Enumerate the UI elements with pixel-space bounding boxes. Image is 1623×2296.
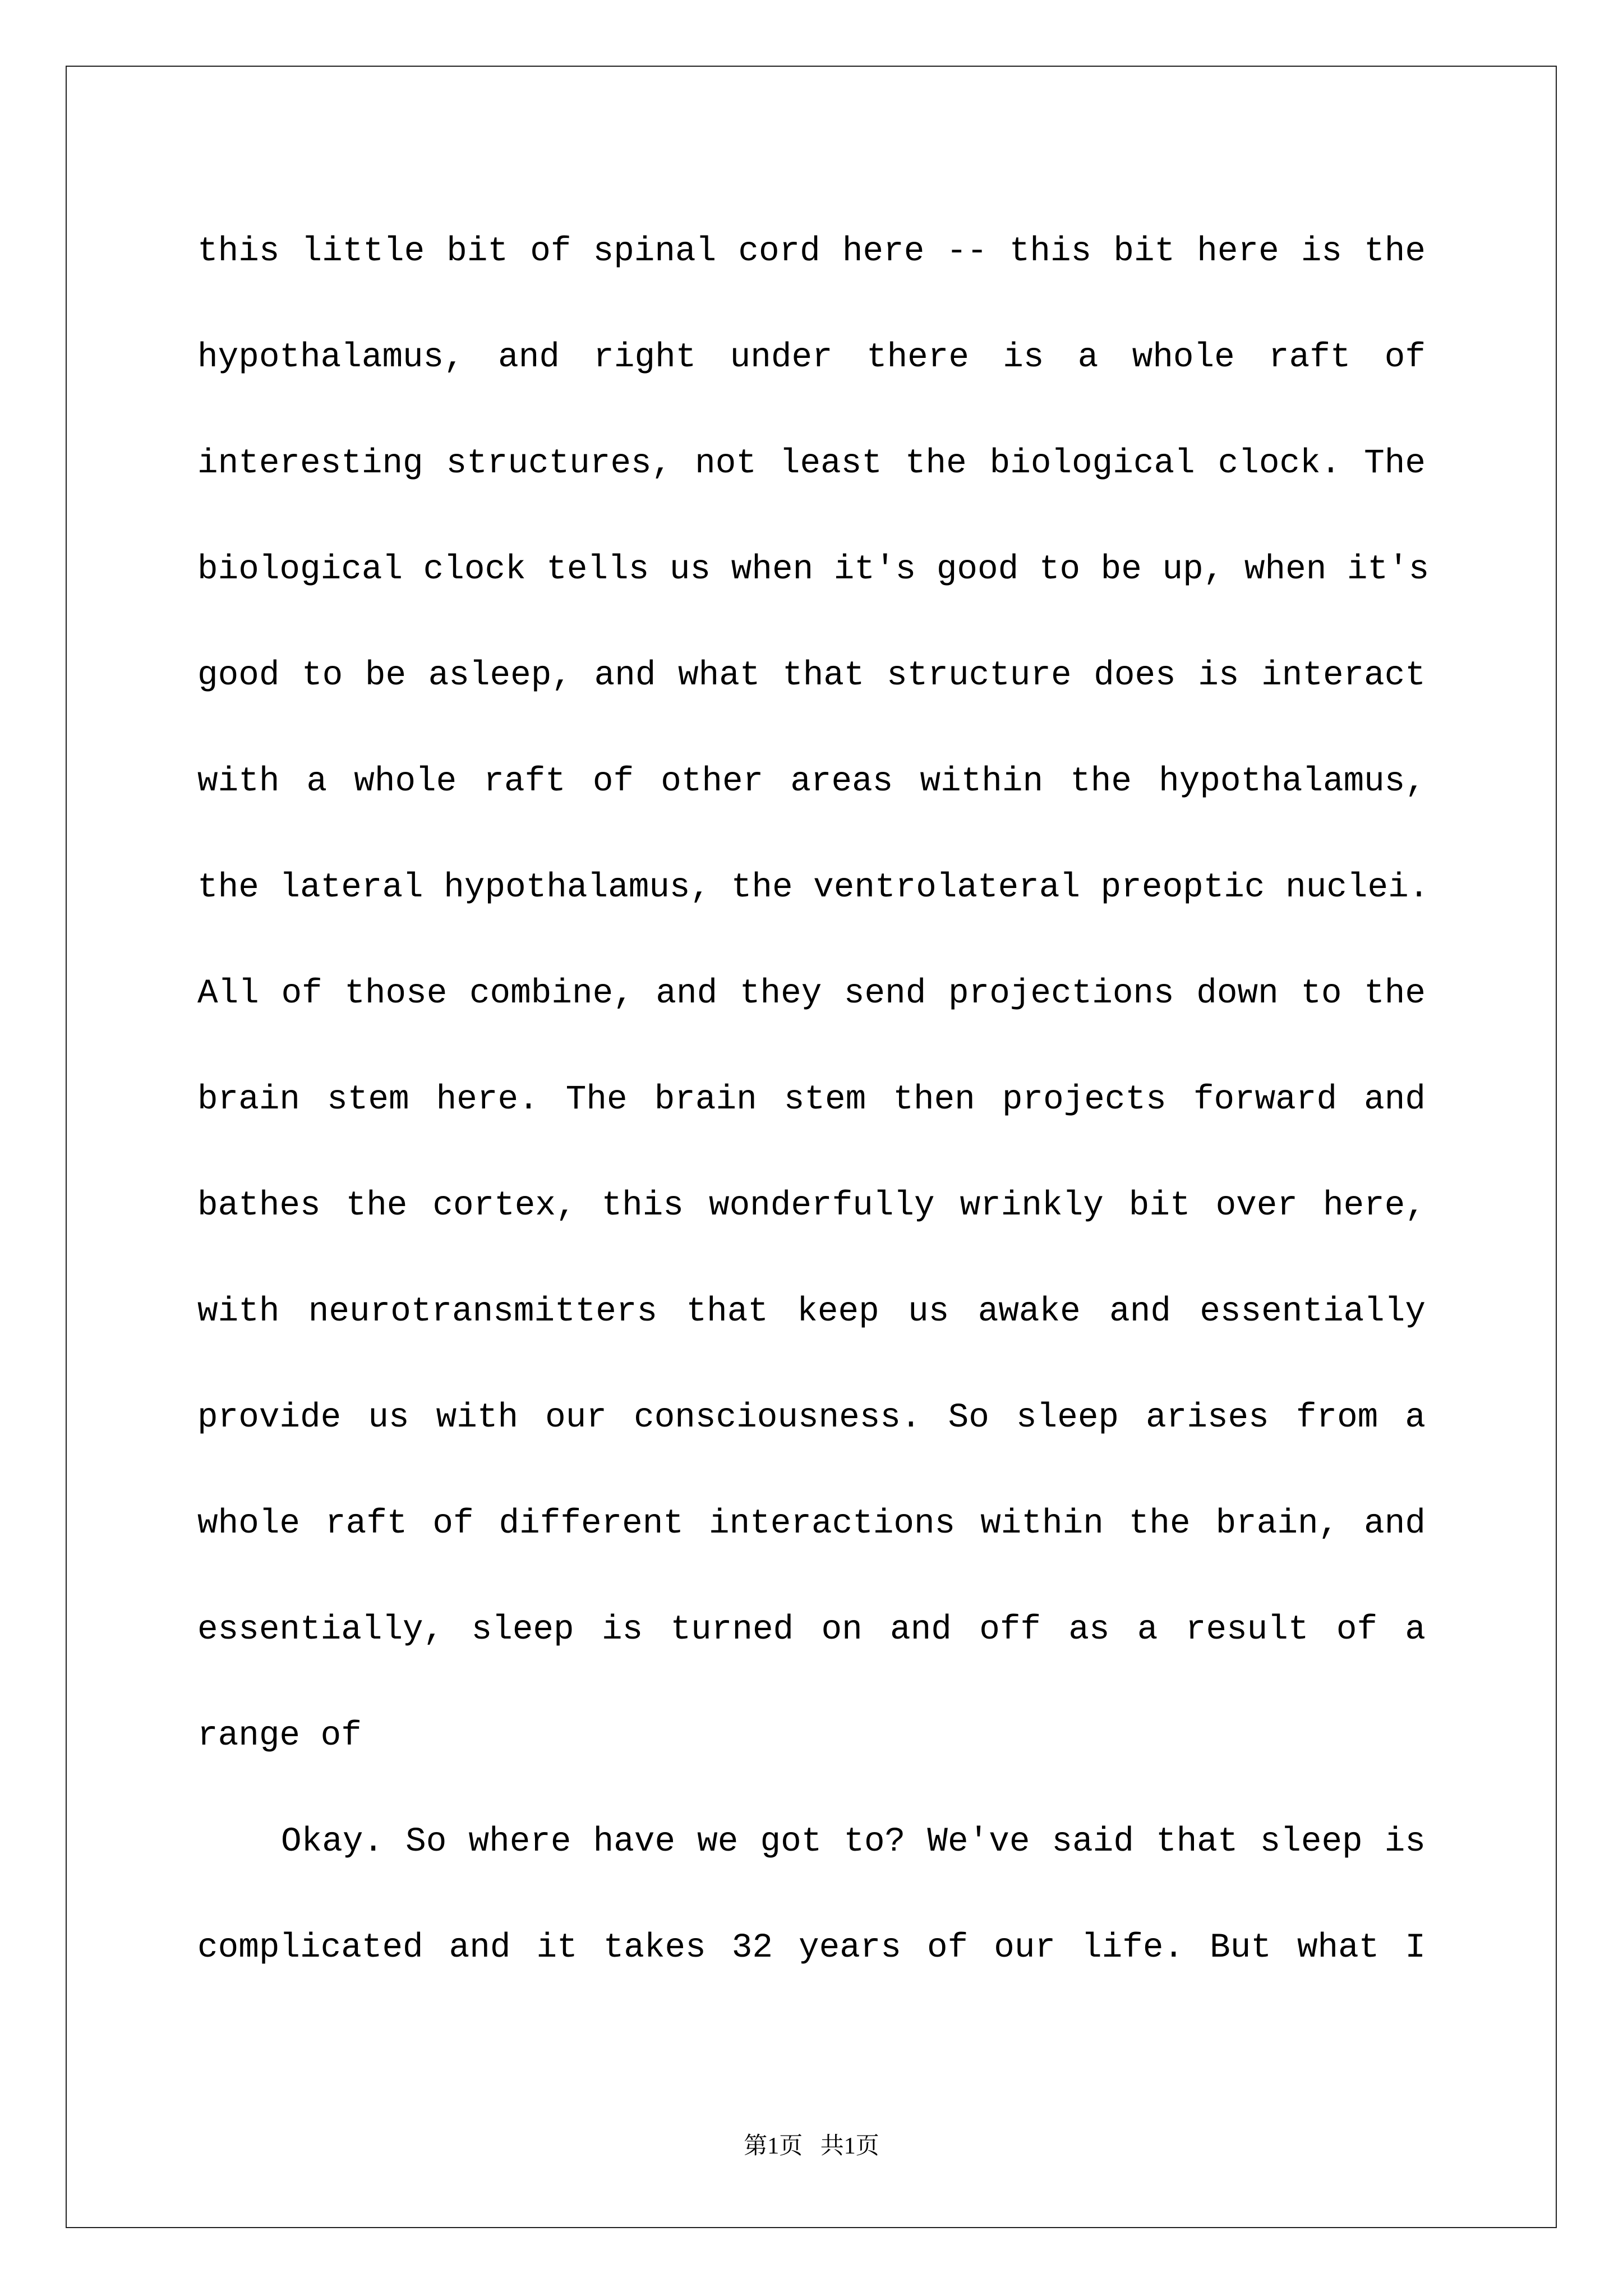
text-line: range of xyxy=(197,1717,362,1755)
text-line: with neurotransmitters that keep us awake and essentially xyxy=(197,1292,1426,1331)
text-line: the lateral hypothalamus, the ventrolateral preoptic nuclei. xyxy=(197,868,1430,907)
page-number-footer: 第1页 共1页 xyxy=(744,2133,879,2159)
text-line: good to be asleep, and what that structure does is interact xyxy=(197,656,1426,695)
text-line: provide us with our consciousness. So sleep arises from a xyxy=(197,1398,1426,1437)
text-line: biological clock tells us when it's good to be up, when it's xyxy=(197,550,1430,589)
text-line: this little bit of spinal cord here -- this bit here is the xyxy=(197,232,1426,271)
text-line: brain stem here. The brain stem then projects forward and xyxy=(197,1080,1426,1119)
text-line: essentially, sleep is turned on and off as a result of a xyxy=(197,1611,1426,1649)
text-line: Okay. So where have we got to? We've said that sleep is xyxy=(281,1823,1426,1861)
text-line: interesting structures, not least the biological clock. The xyxy=(197,444,1426,483)
text-line: whole raft of different interactions within the brain, and xyxy=(197,1504,1426,1543)
document-body xyxy=(197,199,1430,2001)
text-line: hypothalamus, and right under there is a whole raft of xyxy=(197,338,1426,377)
text-line: All of those combine, and they send projections down to the xyxy=(197,974,1426,1013)
text-line: with a whole raft of other areas within the hypothalamus, xyxy=(197,762,1426,801)
text-line: bathes the cortex, this wonderfully wrinkly bit over here, xyxy=(197,1186,1426,1225)
text-line: complicated and it takes 32 years of our life. But what I xyxy=(197,1929,1426,1967)
